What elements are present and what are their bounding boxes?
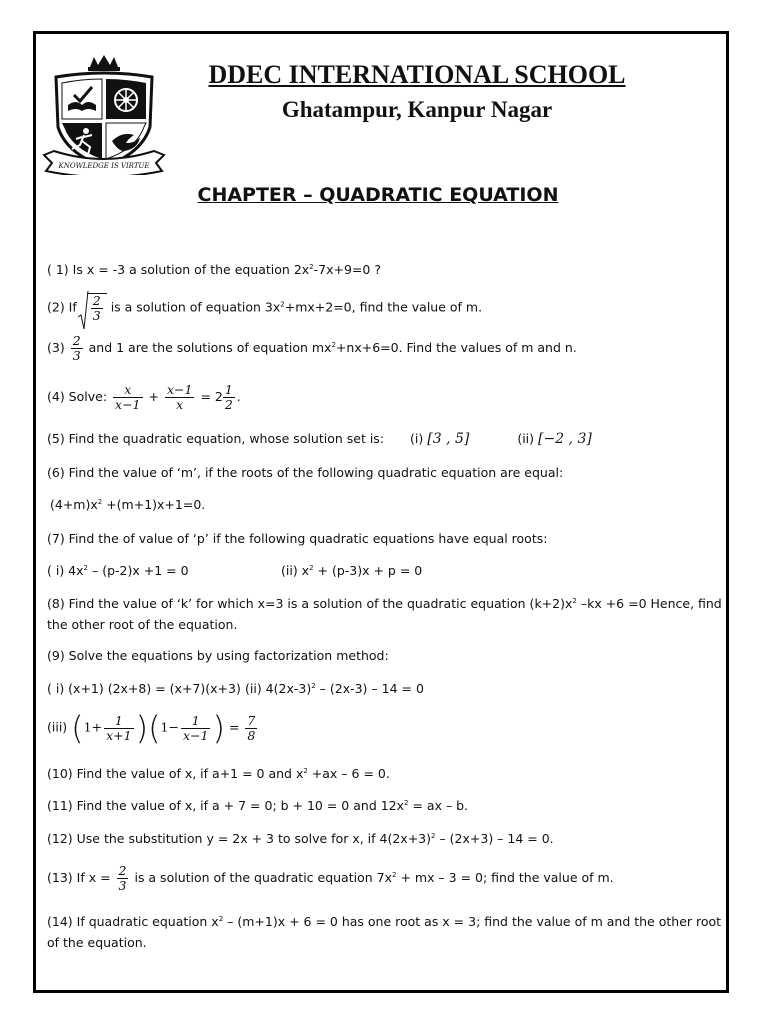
- square-root: $\frac{2}{3}$: [85, 293, 107, 323]
- question-7: (7) Find the of value of ‘p’ if the following quadratic equations have equal roots:: [47, 531, 548, 546]
- question-4: (4) Solve: $\frac{x}{x-1}$ + $\frac{x-1}{x}$ = 2 $\frac{1}{2}$ .: [47, 382, 241, 412]
- question-6: (6) Find the value of ‘m’, if the roots of the following quadratic equation are equal:: [47, 465, 564, 480]
- question-7-part-1: ( i) $4x^2 - (p-2)x +1 = 0$: [47, 563, 189, 578]
- question-5: (5) Find the quadratic equation, whose solution set is: (i) [3 , 5] (ii) [−2 , 3]: [47, 431, 592, 447]
- question-6-equation: $(4+m)x^2 +(m+1)x+1=0$.: [50, 497, 206, 512]
- svg-text:KNOWLEDGE IS VIRTUE: KNOWLEDGE IS VIRTUE: [58, 162, 150, 170]
- question-14: (14) If quadratic equation $x^2 - (m+1)x + 6 = 0$ has one root as x = 3; find the value of m and the other root of the equation.: [47, 914, 722, 950]
- crown-icon: [88, 55, 120, 71]
- question-3: (3) $\frac{2}{3}$ and 1 are the solutions of equation $mx^2+nx+6=0$. Find the values of m and n.: [47, 333, 577, 363]
- question-9-part-3: (iii) (1+ $\frac{1}{x+1}$ )(1− $\frac{1}{x-1}$ ) = $\frac{7}{8}$: [47, 709, 256, 747]
- question-11: (11) Find the value of x, if a + 7 = 0; b + 10 = 0 and $12x^2$ = ax – b.: [47, 798, 469, 813]
- question-9-part-1: ( i) (x+1) (2x+8) = (x+7)(x+3): [47, 681, 241, 696]
- question-9: (9) Solve the equations by using factorization method:: [47, 648, 389, 663]
- chapter-title: CHAPTER – QUADRATIC EQUATION: [197, 184, 559, 206]
- school-location: Ghatampur, Kanpur Nagar: [281, 97, 553, 122]
- question-10: (10) Find the value of x, if a+1 = 0 and $x^2 +ax - 6 = 0$.: [47, 766, 390, 781]
- school-crest-logo: [42, 55, 166, 175]
- question-1: ( 1) Is x = -3 a solution of the equation $2x^2-7x+9=0$ ?: [47, 262, 381, 277]
- question-7-part-2: (ii) $x^2 + (p-3)x + p = 0$: [281, 563, 423, 578]
- question-8: (8) Find the value of ‘k’ for which x=3 is a solution of the quadratic equation $(k+2)x^2$ –kx +6 =0 Hence, find the other root of the equation.: [47, 596, 722, 632]
- question-12: (12) Use the substitution y = 2x + 3 to solve for x, if $4(2x+3)^2 - (2x+3) - 14 = 0$.: [47, 831, 554, 846]
- question-9-part-2: (ii) $4(2x-3)^2 - (2x-3) - 14 = 0$: [245, 681, 424, 696]
- question-13: (13) If x = $\frac{2}{3}$ is a solution of the quadratic equation $7x^2$ + mx – 3 = 0; find the value of m.: [47, 863, 614, 893]
- school-name: DDEC INTERNATIONAL SCHOOL: [208, 60, 626, 89]
- question-2: (2) If $\frac{2}{3}$ is a solution of equation $3x^2+mx+2=0$, find the value of m.: [47, 293, 482, 323]
